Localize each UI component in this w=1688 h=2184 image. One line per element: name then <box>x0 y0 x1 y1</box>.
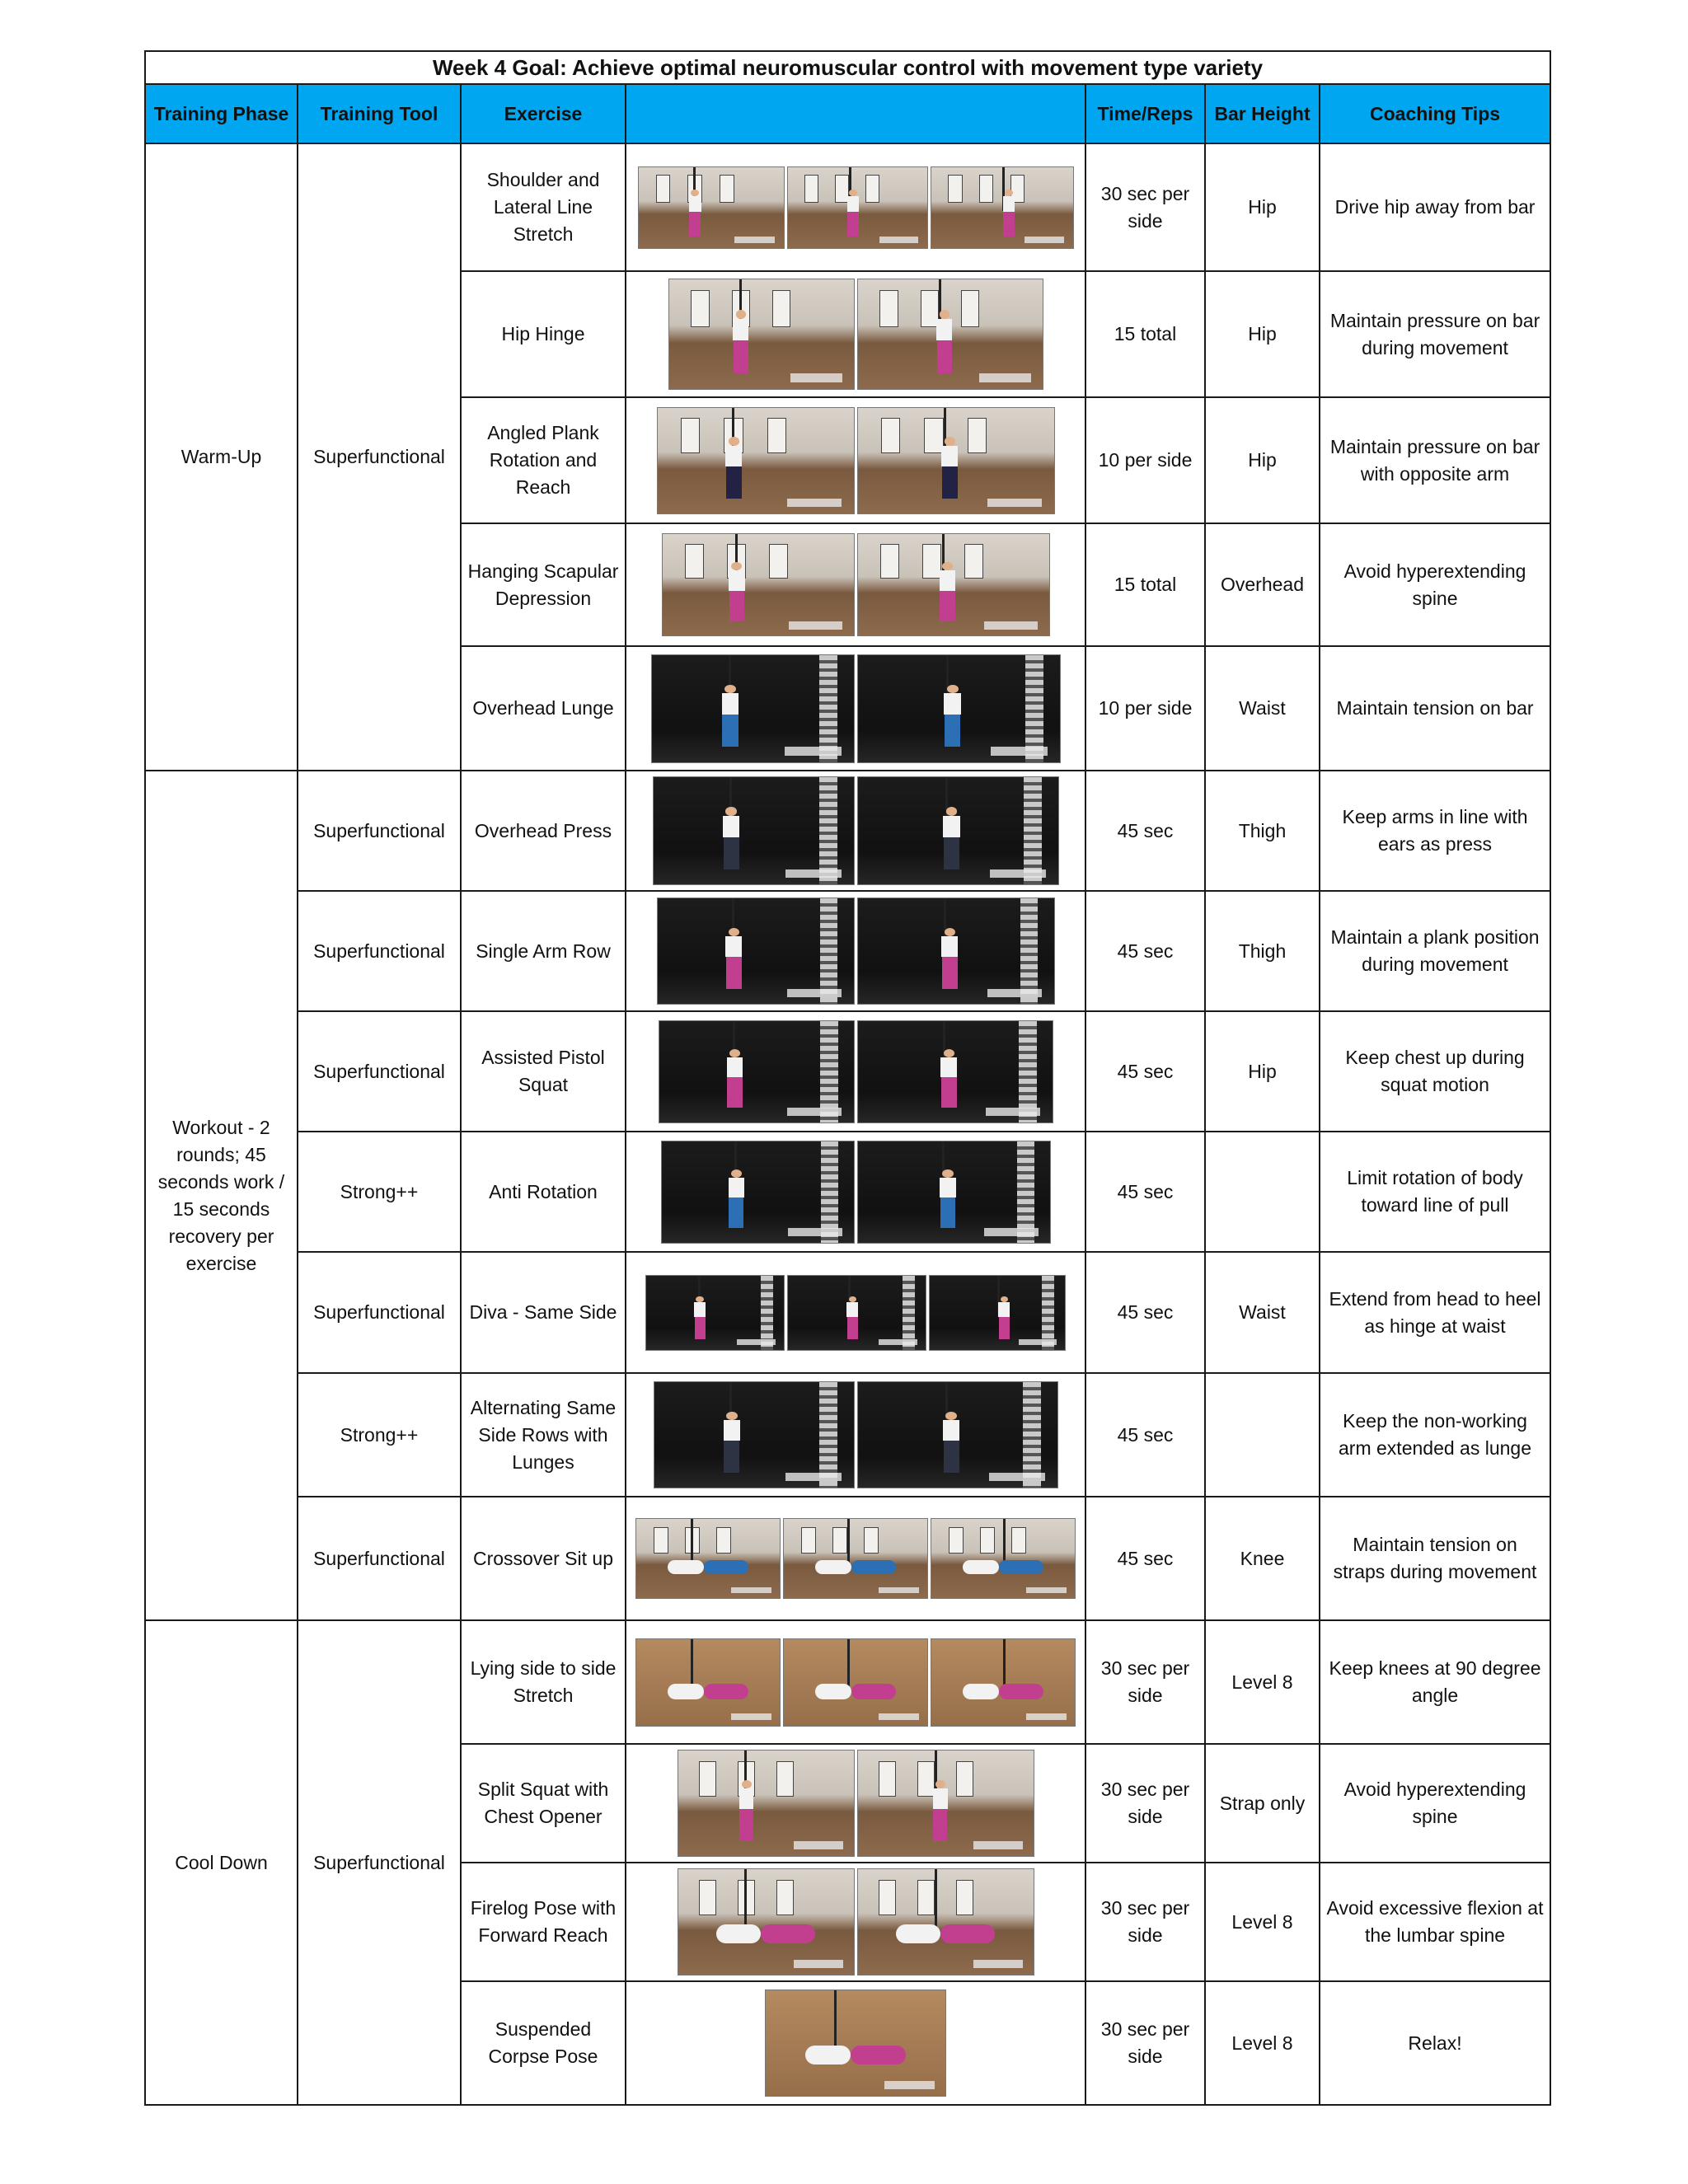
table-row <box>145 1132 1550 1252</box>
exercise-cell: Single Arm Row <box>461 891 626 1011</box>
exercise-cell: Alternating Same Side Rows with Lunges <box>461 1373 626 1497</box>
bar-height-cell: Hip <box>1205 271 1320 397</box>
coaching-tip-cell: Maintain pressure on bar during movement <box>1320 271 1550 397</box>
time-reps-cell: 30 sec per side <box>1085 1981 1205 2105</box>
exercise-photo <box>635 1638 781 1727</box>
bar-height-cell: Strap only <box>1205 1744 1320 1863</box>
coaching-tip-cell: Maintain tension on bar <box>1320 646 1550 771</box>
exercise-photo <box>787 166 928 249</box>
table-row <box>145 1620 1550 1744</box>
exercise-photo <box>931 1518 1076 1599</box>
exercise-photo <box>662 533 855 636</box>
exercise-cell: Lying side to side Stretch <box>461 1620 626 1744</box>
exercise-images-cell <box>626 143 1085 271</box>
time-reps-cell: 45 sec <box>1085 1497 1205 1620</box>
time-reps-cell: 45 sec <box>1085 1252 1205 1373</box>
exercise-cell: Split Squat with Chest Opener <box>461 1744 626 1863</box>
exercise-images-cell <box>626 1744 1085 1863</box>
header-time-reps: Time/Reps <box>1085 84 1205 143</box>
coaching-tip-cell: Keep arms in line with ears as press <box>1320 771 1550 891</box>
exercise-images-cell <box>626 397 1085 523</box>
exercise-cell: Diva - Same Side <box>461 1252 626 1373</box>
table-row <box>145 1497 1550 1620</box>
exercise-photo <box>783 1518 928 1599</box>
table-row <box>145 891 1550 1011</box>
exercise-images-cell <box>626 1981 1085 2105</box>
exercise-photo <box>931 1638 1076 1727</box>
training-phase-cell: Cool Down <box>145 1620 298 2105</box>
table-row <box>145 1373 1550 1497</box>
exercise-photo <box>857 1020 1053 1123</box>
training-tool-cell: Superfunctional <box>298 1497 461 1620</box>
time-reps-cell: 45 sec <box>1085 1011 1205 1132</box>
exercise-images-cell <box>626 1252 1085 1373</box>
bar-height-cell: Knee <box>1205 1497 1320 1620</box>
exercise-photo <box>857 898 1055 1005</box>
time-reps-cell: 15 total <box>1085 523 1205 646</box>
time-reps-cell: 15 total <box>1085 271 1205 397</box>
training-phase-cell: Workout - 2 rounds; 45 seconds work / 15 seconds recovery per exercise <box>145 771 298 1620</box>
exercise-photo <box>857 776 1059 885</box>
exercise-photo <box>659 1020 855 1123</box>
bar-height-cell: Level 8 <box>1205 1981 1320 2105</box>
exercise-cell: Anti Rotation <box>461 1132 626 1252</box>
exercise-cell: Firelog Pose with Forward Reach <box>461 1863 626 1981</box>
coaching-tip-cell: Keep knees at 90 degree angle <box>1320 1620 1550 1744</box>
exercise-images-cell <box>626 646 1085 771</box>
time-reps-cell: 45 sec <box>1085 1373 1205 1497</box>
exercise-photo <box>678 1750 855 1857</box>
coaching-tip-cell: Relax! <box>1320 1981 1550 2105</box>
time-reps-cell: 30 sec per side <box>1085 1744 1205 1863</box>
bar-height-cell: Hip <box>1205 143 1320 271</box>
exercise-images-cell <box>626 771 1085 891</box>
training-tool-cell: Superfunctional <box>298 1252 461 1373</box>
bar-height-cell: Thigh <box>1205 891 1320 1011</box>
exercise-photo <box>765 1990 946 2097</box>
bar-height-cell: Level 8 <box>1205 1863 1320 1981</box>
exercise-photo <box>857 407 1055 514</box>
time-reps-cell: 30 sec per side <box>1085 1620 1205 1744</box>
exercise-cell: Overhead Lunge <box>461 646 626 771</box>
training-tool-cell: Strong++ <box>298 1373 461 1497</box>
header-row <box>145 84 1550 143</box>
week-goal-title: Week 4 Goal: Achieve optimal neuromuscular control with movement type variety <box>145 51 1550 84</box>
header-coaching-tips: Coaching Tips <box>1320 84 1550 143</box>
exercise-photo <box>857 1750 1034 1857</box>
exercise-photo <box>783 1638 928 1727</box>
exercise-images-cell <box>626 523 1085 646</box>
table-row <box>145 771 1550 891</box>
exercise-photo <box>857 533 1050 636</box>
exercise-images-cell <box>626 271 1085 397</box>
exercise-photo <box>857 1381 1058 1488</box>
exercise-images-cell <box>626 891 1085 1011</box>
exercise-cell: Crossover Sit up <box>461 1497 626 1620</box>
exercise-images-cell <box>626 1863 1085 1981</box>
training-tool-cell: Superfunctional <box>298 1011 461 1132</box>
table-row <box>145 1011 1550 1132</box>
bar-height-cell: Thigh <box>1205 771 1320 891</box>
exercise-cell: Shoulder and Lateral Line Stretch <box>461 143 626 271</box>
exercise-images-cell <box>626 1132 1085 1252</box>
exercise-images-cell <box>626 1373 1085 1497</box>
time-reps-cell: 45 sec <box>1085 891 1205 1011</box>
training-tool-cell: Superfunctional <box>298 143 461 771</box>
time-reps-cell: 45 sec <box>1085 771 1205 891</box>
exercise-photo <box>857 654 1061 763</box>
time-reps-cell: 10 per side <box>1085 646 1205 771</box>
training-phase-cell: Warm-Up <box>145 143 298 771</box>
exercise-photo <box>857 279 1043 390</box>
exercise-photo <box>787 1275 926 1351</box>
coaching-tip-cell: Keep chest up during squat motion <box>1320 1011 1550 1132</box>
exercise-photo <box>857 1141 1051 1244</box>
bar-height-cell: Level 8 <box>1205 1620 1320 1744</box>
exercise-images-cell <box>626 1497 1085 1620</box>
coaching-tip-cell: Avoid hyperextending spine <box>1320 523 1550 646</box>
exercise-images-cell <box>626 1011 1085 1132</box>
exercise-cell: Assisted Pistol Squat <box>461 1011 626 1132</box>
exercise-photo <box>651 654 855 763</box>
exercise-photo <box>645 1275 785 1351</box>
header-bar-height: Bar Height <box>1205 84 1320 143</box>
coaching-tip-cell: Avoid excessive flexion at the lumbar spine <box>1320 1863 1550 1981</box>
exercise-photo <box>635 1518 781 1599</box>
coaching-tip-cell: Keep the non-working arm extended as lunge <box>1320 1373 1550 1497</box>
coaching-tip-cell: Avoid hyperextending spine <box>1320 1744 1550 1863</box>
exercise-cell: Suspended Corpse Pose <box>461 1981 626 2105</box>
exercise-photo <box>653 776 855 885</box>
exercise-photo <box>654 1381 855 1488</box>
header-training-tool: Training Tool <box>298 84 461 143</box>
exercise-photo <box>668 279 855 390</box>
exercise-cell: Angled Plank Rotation and Reach <box>461 397 626 523</box>
exercise-images-cell <box>626 1620 1085 1744</box>
time-reps-cell: 30 sec per side <box>1085 143 1205 271</box>
coaching-tip-cell: Extend from head to heel as hinge at waist <box>1320 1252 1550 1373</box>
coaching-tip-cell: Drive hip away from bar <box>1320 143 1550 271</box>
bar-height-cell: Hip <box>1205 397 1320 523</box>
exercise-photo <box>661 1141 855 1244</box>
header-training-phase: Training Phase <box>145 84 298 143</box>
coaching-tip-cell: Maintain pressure on bar with opposite arm <box>1320 397 1550 523</box>
bar-height-cell <box>1205 1132 1320 1252</box>
exercise-photo <box>678 1868 855 1975</box>
exercise-photo <box>929 1275 1066 1351</box>
training-tool-cell: Superfunctional <box>298 1620 461 2105</box>
header-images <box>626 84 1085 143</box>
bar-height-cell: Waist <box>1205 646 1320 771</box>
bar-height-cell: Waist <box>1205 1252 1320 1373</box>
training-tool-cell: Superfunctional <box>298 771 461 891</box>
bar-height-cell: Hip <box>1205 1011 1320 1132</box>
exercise-photo <box>931 166 1074 249</box>
time-reps-cell: 45 sec <box>1085 1132 1205 1252</box>
table-body <box>145 143 1550 2105</box>
time-reps-cell: 10 per side <box>1085 397 1205 523</box>
coaching-tip-cell: Limit rotation of body toward line of pull <box>1320 1132 1550 1252</box>
exercise-cell: Hip Hinge <box>461 271 626 397</box>
coaching-tip-cell: Maintain tension on straps during movement <box>1320 1497 1550 1620</box>
bar-height-cell <box>1205 1373 1320 1497</box>
exercise-photo <box>857 1868 1034 1975</box>
exercise-photo <box>657 407 855 514</box>
table-row <box>145 1252 1550 1373</box>
bar-height-cell: Overhead <box>1205 523 1320 646</box>
training-tool-cell: Superfunctional <box>298 891 461 1011</box>
time-reps-cell: 30 sec per side <box>1085 1863 1205 1981</box>
exercise-cell: Overhead Press <box>461 771 626 891</box>
coaching-tip-cell: Maintain a plank position during movement <box>1320 891 1550 1011</box>
exercise-photo <box>638 166 785 249</box>
training-tool-cell: Strong++ <box>298 1132 461 1252</box>
exercise-cell: Hanging Scapular Depression <box>461 523 626 646</box>
table-row <box>145 143 1550 271</box>
workout-table <box>144 50 1551 2106</box>
exercise-photo <box>657 898 855 1005</box>
header-exercise: Exercise <box>461 84 626 143</box>
